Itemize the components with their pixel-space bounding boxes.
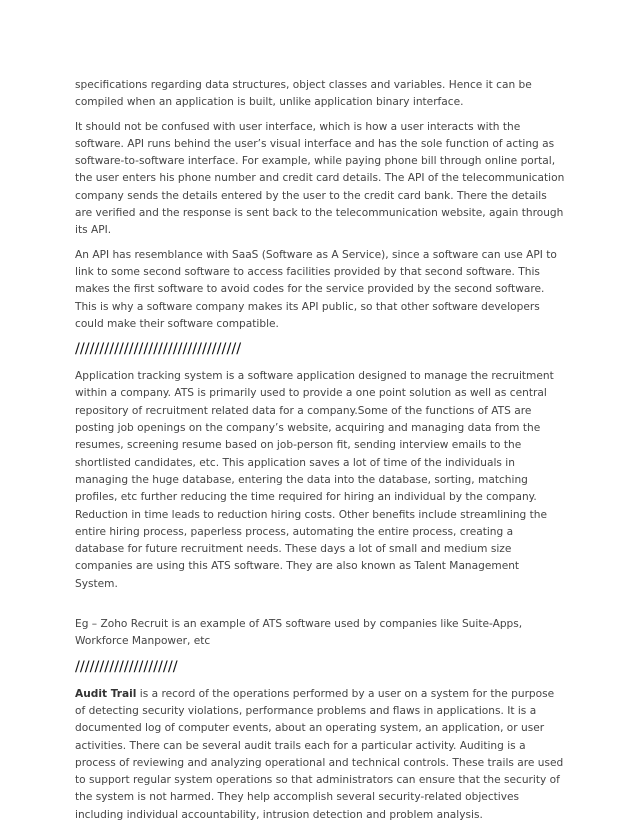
audit-trail-description: is a record of the operations performed by a user on a system for the purpose of detecting security violations, performance problems and flaws in applications. It is a documented log of computer events, about an operating system, an application, or user activities. There can be several audit trails each for a particular activity. Auditing is a process of reviewing and analyzing operational and technical controls. These trails are used to support regular system operations so that administrators can ensure that the security of the system is not harmed. They help accomplish several security-related objectives including individual accountability, intrusion detection and problem analysis. xyxy=(75,687,564,821)
document-page xyxy=(75,77,565,831)
paragraph-ats-example: Eg – Zoho Recruit is an example of ATS software used by companies like Suite-Apps, Workforce Manpower, etc xyxy=(75,618,523,648)
section-divider-1: ////////////////////////////////// xyxy=(75,341,242,358)
audit-trail-term: Audit Trail xyxy=(75,687,137,700)
paragraph-audit-trail xyxy=(75,686,565,824)
paragraph-api-saas: An API has resemblance with SaaS (Software as A Service), since a software can use API to link to some second software to access facilities provided by that second software. This makes the first software to avoid codes for the service provided by the second software. This is why a software company makes its API public, so that other software developers could make their software compatible. xyxy=(75,248,557,330)
paragraph-api-vs-ui: It should not be confused with user interface, which is how a user interacts with the software. API runs behind the user’s visual interface and has the sole function of acting as software-to-software interface. For example, while paying phone bill through online portal, the user enters his phone number and credit card details. The API of the telecommunication company sends the details entered by the user to the credit card bank. There the details are verified and the response is sent back to the telecommunication website, again through its API. xyxy=(75,120,565,237)
paragraph-api-specifications: specifications regarding data structures, object classes and variables. Hence it can be compiled when an application is built, unlike application binary interface. xyxy=(75,79,532,109)
section-divider-2: ///////////////////// xyxy=(75,658,178,675)
paragraph-ats: Application tracking system is a software application designed to manage the recruitment within a company. ATS is primarily used to provide a one point solution as well as central repository of recruitment related data for a company.Some of the functions of ATS are posting job openings on the company’s website, acquiring and managing data from the resumes, screening resume based on job-person fit, sending interview emails to the shortlisted candidates, etc. This application saves a lot of time of the individuals in managing the huge database, entering the data into the database, sorting, matching profiles, etc further reducing the time required for hiring an individual by the company. Reduction in time leads to reduction hiring costs. Other benefits include streamlining the entire hiring process, paperless process, automating the entire process, creating a database for future recruitment needs. These days a lot of small and medium size companies are using this ATS software. They are also known as Talent Management System. xyxy=(75,370,554,590)
